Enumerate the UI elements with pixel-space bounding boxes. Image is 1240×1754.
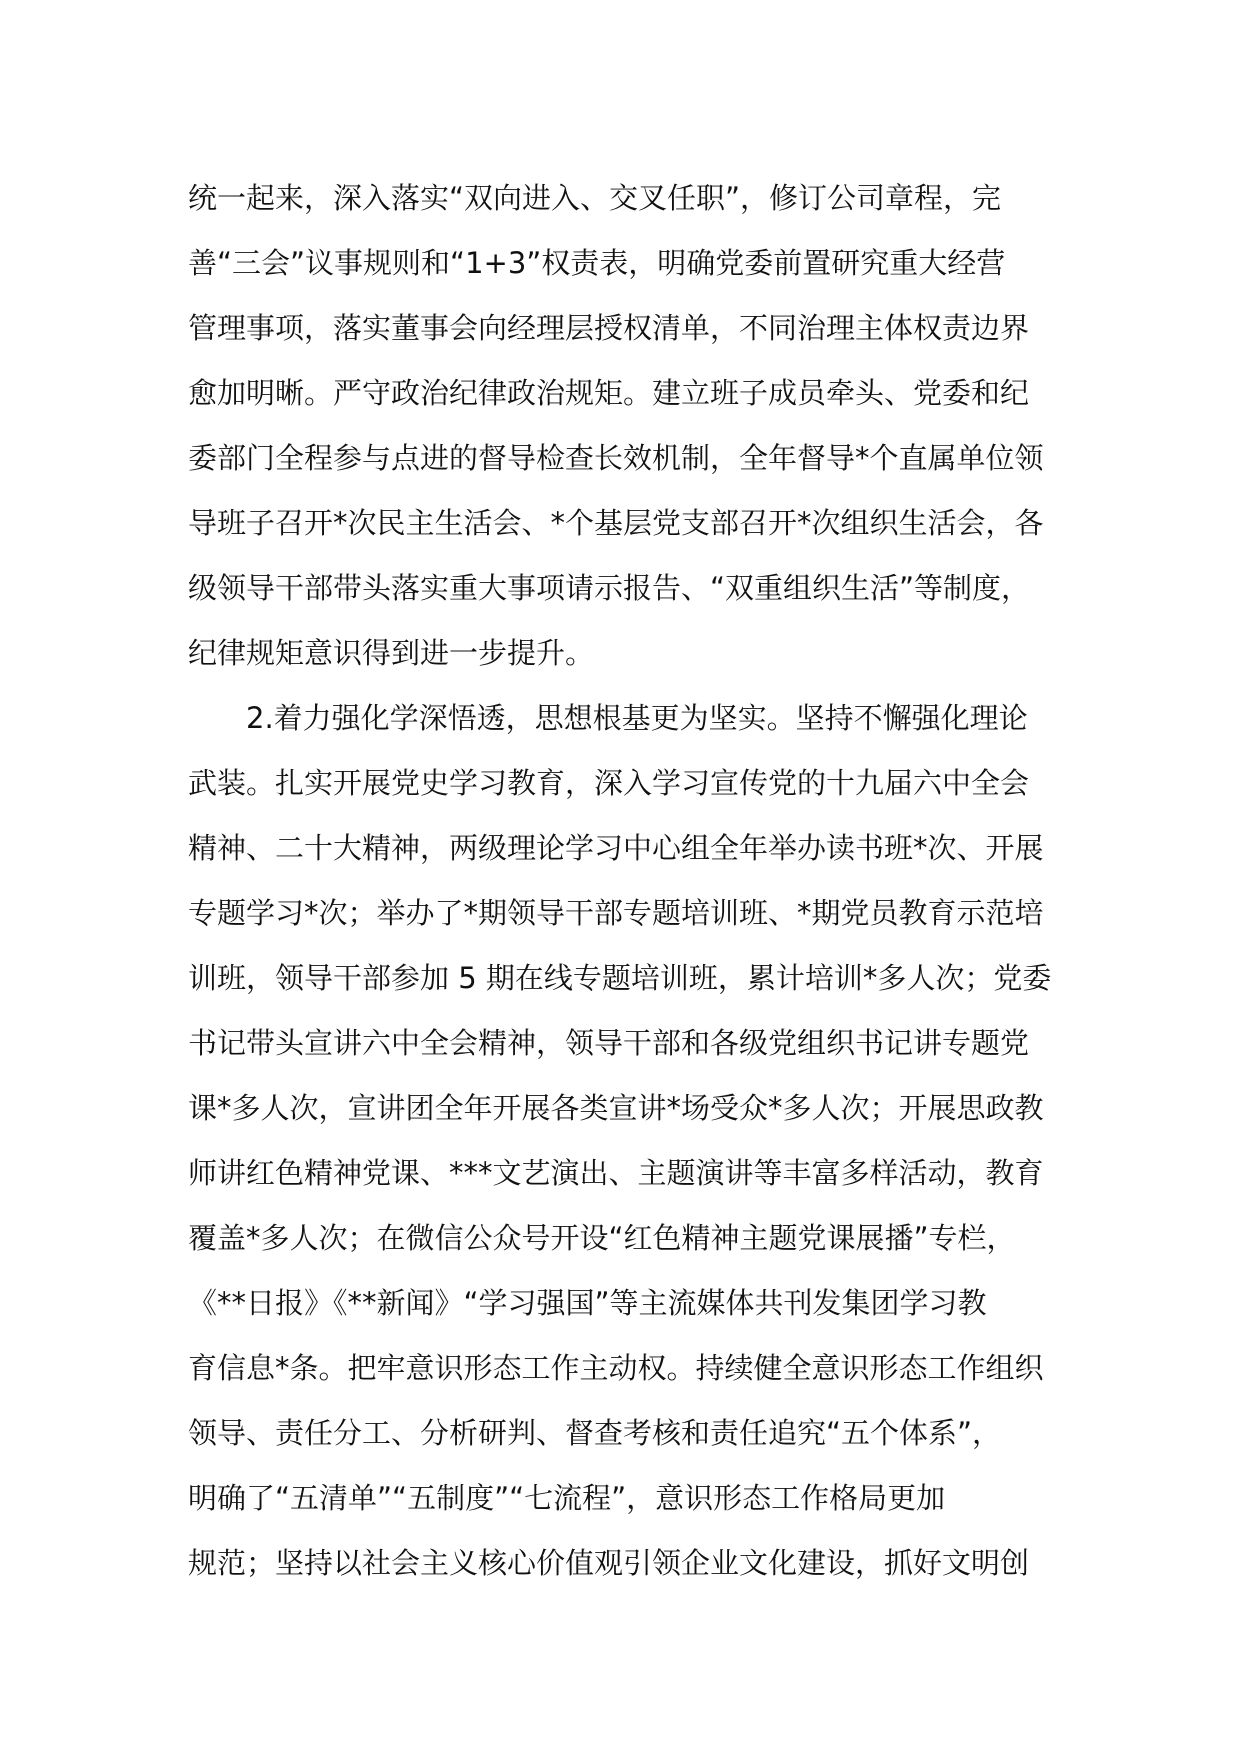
paragraph-2-line-12: 领导、责任分工、分析研判、督查考核和责任追究“五个体系”， — [188, 1416, 1002, 1450]
paragraph-2-line-13: 明确了“五清单”“五制度”“七流程”，意识形态工作格局更加 — [188, 1481, 946, 1515]
paragraph-1-line-4: 愈加明晰。严守政治纪律政治规矩。建立班子成员牵头、党委和纪 — [188, 376, 1030, 410]
paragraph-2-line-3: 精神、二十大精神，两级理论学习中心组全年举办读书班*次、开展 — [188, 831, 1044, 865]
paragraph-2-line-10: 《**日报》《**新闻》“学习强国”等主流媒体共刊发集团学习教 — [188, 1286, 987, 1320]
paragraph-1-line-5: 委部门全程参与点进的督导检查长效机制，全年督导*个直属单位领 — [188, 441, 1044, 475]
paragraph-2-line-5: 训班，领导干部参加 5 期在线专题培训班，累计培训*多人次；党委 — [188, 961, 1052, 995]
paragraph-2-line-1: 2.着力强化学深悟透，思想根基更为坚实。坚持不懈强化理论 — [246, 701, 1028, 735]
paragraph-2-line-11: 育信息*条。把牢意识形态工作主动权。持续健全意识形态工作组织 — [188, 1351, 1044, 1385]
paragraph-2-line-14: 规范；坚持以社会主义核心价值观引领企业文化建设，抓好文明创 — [188, 1546, 1030, 1580]
paragraph-1-line-7: 级领导干部带头落实重大事项请示报告、“双重组织生活”等制度， — [188, 571, 1031, 605]
paragraph-1-line-2: 善“三会”议事规则和“1+3”权责表，明确党委前置研究重大经营 — [188, 246, 1006, 280]
paragraph-2-line-6: 书记带头宣讲六中全会精神，领导干部和各级党组织书记讲专题党 — [188, 1026, 1030, 1060]
paragraph-1-line-6: 导班子召开*次民主生活会、*个基层党支部召开*次组织生活会，各 — [188, 506, 1044, 540]
paragraph-2-line-9: 覆盖*多人次；在微信公众号开设“红色精神主题党课展播”专栏， — [188, 1221, 1016, 1255]
paragraph-1-line-1: 统一起来，深入落实“双向进入、交叉任职”，修订公司章程，完 — [188, 181, 1002, 215]
document-body — [188, 166, 1088, 1596]
paragraph-2-line-2: 武装。扎实开展党史学习教育，深入学习宣传党的十九届六中全会 — [188, 766, 1030, 800]
paragraph-1-line-3: 管理事项，落实董事会向经理层授权清单，不同治理主体权责边界 — [188, 311, 1030, 345]
paragraph-2-line-8: 师讲红色精神党课、***文艺演出、主题演讲等丰富多样活动，教育 — [188, 1156, 1044, 1190]
paragraph-1-line-8: 纪律规矩意识得到进一步提升。 — [188, 636, 595, 670]
paragraph-2-line-4: 专题学习*次；举办了*期领导干部专题培训班、*期党员教育示范培 — [188, 896, 1044, 930]
paragraph-2-line-7: 课*多人次，宣讲团全年开展各类宣讲*场受众*多人次；开展思政教 — [188, 1091, 1044, 1125]
